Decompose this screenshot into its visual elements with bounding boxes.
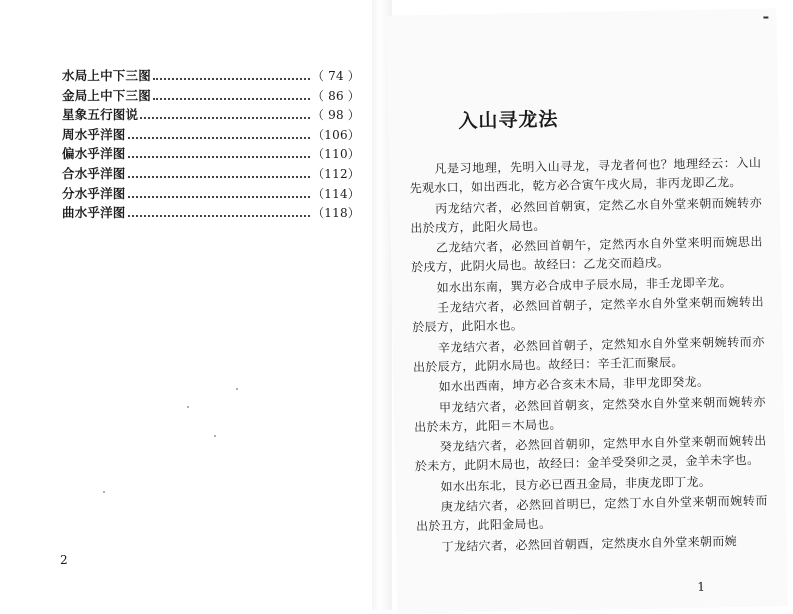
toc-entry <box>62 203 360 223</box>
edge-mark <box>763 16 768 18</box>
paragraph: 壬龙结穴者，必然回首朝子，定然辛水自外堂来朝而婉转出於辰方，此阳水也。 <box>412 294 764 335</box>
toc-entry <box>62 105 360 125</box>
paragraph: 如水出东北，艮方必已酉丑金局，非庚龙即丁龙。 <box>440 474 712 494</box>
toc-entry-title: 周水乎洋图 <box>62 126 126 142</box>
chapter-title: 入山寻龙法 <box>458 108 559 133</box>
toc-leader <box>153 97 310 100</box>
toc-entry-page: （110） <box>312 147 360 162</box>
toc-leader <box>140 116 310 119</box>
toc-leader <box>128 195 311 198</box>
paragraph: 丙龙结穴者，必然回首朝寅，定然乙水自外堂来朝而婉转亦出於戌方，此阳火局也。 <box>410 195 763 236</box>
scan-speck <box>103 491 105 493</box>
table-of-contents <box>62 66 360 223</box>
toc-entry <box>62 184 360 204</box>
body-text <box>409 154 769 559</box>
page-number: 1 <box>697 579 706 594</box>
toc-leader <box>128 214 311 217</box>
toc-entry <box>62 125 360 145</box>
toc-entry-page: （112） <box>312 166 360 181</box>
toc-entry <box>62 164 360 184</box>
toc-entry-title: 水局上中下三图 <box>62 68 151 83</box>
toc-entry-page: （ 74 ） <box>311 69 360 83</box>
toc-leader <box>128 155 311 158</box>
toc-leader <box>128 175 311 178</box>
toc-entry-page: （114） <box>312 186 360 201</box>
toc-entry <box>62 144 360 164</box>
paragraph: 癸龙结穴者，必然回首朝卯，定然甲水自外堂来朝而婉转出於未方，此阴木局也，故经曰：金羊受癸卯之灵，金羊未字也。 <box>414 433 767 474</box>
page-number: 2 <box>60 553 68 567</box>
toc-entry <box>62 86 360 106</box>
scan-speck <box>236 388 238 390</box>
toc-entry-page: （ 98 ） <box>311 108 360 123</box>
scan-speck <box>187 406 189 408</box>
toc-entry-title: 曲水乎洋图 <box>62 205 126 221</box>
toc-entry-page: （ 86 ） <box>311 88 360 103</box>
paragraph: 如水出东南，巽方必合成申子辰水局，非壬龙即辛龙。 <box>436 274 732 295</box>
toc-entry-title: 金局上中下三图 <box>62 87 151 103</box>
paragraph: 辛龙结穴者，必然回首朝子，定然知水自外堂来朝婉转而亦出於辰方，此阴水局也。故经曰：辛壬汇而聚辰。 <box>412 334 765 375</box>
paragraph: 丁龙结穴者，必然回首朝酉，定然庚水自外堂来朝而婉 <box>441 533 737 554</box>
paragraph: 乙龙结穴者，必然回首朝午，定然丙水自外堂来明而婉思出於戌方，此阴火局也。故经曰：乙龙交而趋戌。 <box>411 234 763 275</box>
toc-entry-page: （106） <box>312 127 360 142</box>
left-page <box>0 0 372 610</box>
toc-leader <box>153 77 310 80</box>
toc-leader <box>128 136 311 139</box>
toc-entry-title: 合水乎洋图 <box>62 165 126 181</box>
paragraph: 庚龙结穴者，必然回首明巳，定然丁水自外堂来朝而婉转而出於丑方，此阳金局也。 <box>415 493 768 534</box>
right-page <box>386 8 787 613</box>
paragraph: 凡是习地理，先明入山寻龙，寻龙者何也？地理经云：入山先观水口，如出西北，乾方必合寅午戌火局，非丙龙即乙龙。 <box>409 155 762 196</box>
toc-entry-page: （118） <box>312 206 360 221</box>
toc-entry <box>62 66 360 86</box>
toc-entry-title: 分水乎洋图 <box>62 185 126 201</box>
paragraph: 如水出西南，坤方必合亥未木局，非甲龙即癸龙。 <box>438 374 710 395</box>
paragraph: 甲龙结穴者，必然回首朝亥，定然癸水自外堂来朝而婉转亦出於未方，此阳＝木局也。 <box>414 394 766 435</box>
toc-entry-title: 星象五行图说 <box>62 107 139 123</box>
scan-speck <box>214 435 216 437</box>
toc-entry-title: 偏水乎洋图 <box>62 146 126 162</box>
